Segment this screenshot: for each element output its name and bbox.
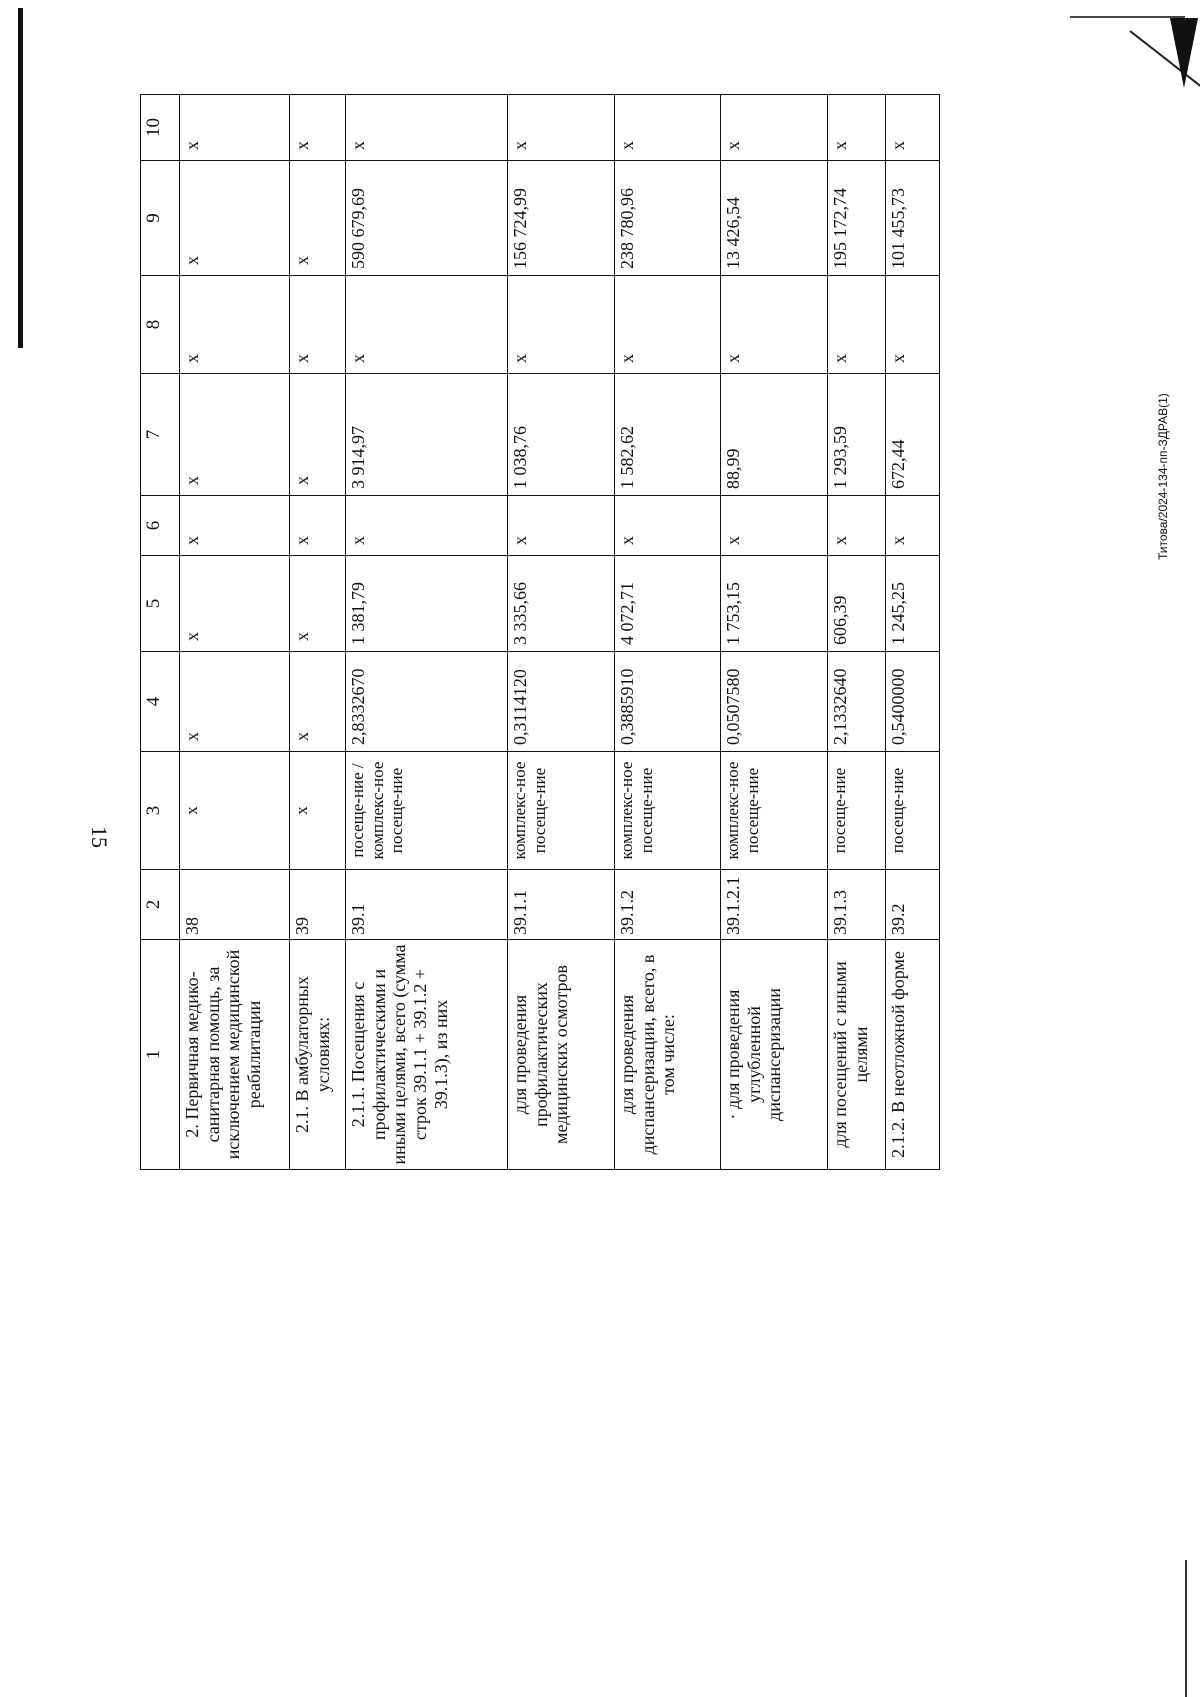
table-header-cell: 6 — [141, 496, 180, 556]
table-row — [615, 95, 721, 1170]
table-cell: x — [180, 556, 290, 652]
table-cell: 3 914,97 — [346, 374, 508, 496]
table-cell: x — [828, 276, 886, 374]
table-cell: 38 — [180, 870, 290, 940]
table-cell: x — [828, 95, 886, 161]
scan-margin-line-bottom — [1185, 1560, 1187, 1697]
table-cell: 13 426,54 — [721, 161, 828, 276]
table-cell: x — [886, 496, 940, 556]
table-header-cell: 9 — [141, 161, 180, 276]
table-cell: 1 245,25 — [886, 556, 940, 652]
table-cell: 195 172,74 — [828, 161, 886, 276]
table-cell: x — [721, 276, 828, 374]
table-cell: x — [180, 652, 290, 752]
table-cell: 0,3885910 — [615, 652, 721, 752]
table-cell: 0,5400000 — [886, 652, 940, 752]
table-cell: 39.2 — [886, 870, 940, 940]
table-header-cell: 8 — [141, 276, 180, 374]
table-cell: 2.1.2. В неотложной форме — [886, 940, 940, 1170]
table-cell: x — [290, 752, 346, 870]
scan-corner-mark — [1170, 18, 1198, 88]
financing-table — [140, 94, 940, 1170]
table-cell: x — [508, 496, 615, 556]
table-cell: x — [508, 95, 615, 161]
table-cell: 88,99 — [721, 374, 828, 496]
table-row — [508, 95, 615, 1170]
table-cell: x — [828, 496, 886, 556]
table-cell: x — [615, 496, 721, 556]
table-cell: x — [290, 161, 346, 276]
table-cell: x — [180, 374, 290, 496]
table-header-cell: 2 — [141, 870, 180, 940]
table-cell: x — [346, 95, 508, 161]
table-cell: x — [508, 276, 615, 374]
table-cell: x — [346, 496, 508, 556]
scan-corner-line-top — [1070, 16, 1185, 18]
document-stamp: Титова/2024-134-пп-ЗДРАВ(1) — [1156, 393, 1170, 560]
table-cell: x — [886, 95, 940, 161]
table-row — [828, 95, 886, 1170]
table-cell: 1 381,79 — [346, 556, 508, 652]
table-header-cell: 1 — [141, 940, 180, 1170]
table-cell: x — [346, 276, 508, 374]
table-cell: x — [180, 95, 290, 161]
table-cell: посеще-ние — [828, 752, 886, 870]
table-cell: x — [615, 95, 721, 161]
table-cell: 1 582,62 — [615, 374, 721, 496]
table-cell: · для проведения углубленной диспансеризации — [721, 940, 828, 1170]
table-cell: 590 679,69 — [346, 161, 508, 276]
table-cell: 1 293,59 — [828, 374, 886, 496]
table-cell: 39.1.1 — [508, 870, 615, 940]
table-cell: x — [290, 496, 346, 556]
table-cell: 606,39 — [828, 556, 886, 652]
table-cell: для посещений с иными целями — [828, 940, 886, 1170]
table-cell: x — [290, 276, 346, 374]
table-cell: 156 724,99 — [508, 161, 615, 276]
table-cell: посеще-ние / комплекс-ное посеще-ние — [346, 752, 508, 870]
table-cell: 2,1332640 — [828, 652, 886, 752]
scan-margin-line — [18, 8, 23, 348]
table-cell: x — [290, 556, 346, 652]
table-header-cell: 7 — [141, 374, 180, 496]
table-cell: 1 753,15 — [721, 556, 828, 652]
table-cell: для проведения профилактических медицинских осмотров — [508, 940, 615, 1170]
table-cell: 4 072,71 — [615, 556, 721, 652]
rotated-table-container — [140, 95, 1140, 1575]
table-cell: 238 780,96 — [615, 161, 721, 276]
table-cell: 39.1.2 — [615, 870, 721, 940]
table-cell: комплекс-ное посеще-ние — [508, 752, 615, 870]
table-cell: x — [180, 752, 290, 870]
table-cell: x — [290, 374, 346, 496]
table-row — [721, 95, 828, 1170]
table-header-cell: 5 — [141, 556, 180, 652]
table-cell: для проведения диспансеризации, всего, в том числе: — [615, 940, 721, 1170]
table-cell: 2.1. В амбулаторных условиях: — [290, 940, 346, 1170]
table-row — [346, 95, 508, 1170]
table-cell: x — [886, 276, 940, 374]
table-row — [290, 95, 346, 1170]
table-row — [886, 95, 940, 1170]
table-cell: 39.1 — [346, 870, 508, 940]
table-cell: 2. Первичная медико-санитарная помощь, за исключением медицинской реабилитации — [180, 940, 290, 1170]
table-cell: x — [290, 652, 346, 752]
table-cell: x — [615, 276, 721, 374]
page-number: 15 — [87, 826, 112, 848]
table-cell: 2.1.1. Посещения с профилактическими и иными целями, всего (сумма строк 39.1.1 + 39.1.2 + 39.1.3), из них — [346, 940, 508, 1170]
table-cell: 2,8332670 — [346, 652, 508, 752]
table-cell: 0,0507580 — [721, 652, 828, 752]
table-cell: 1 038,76 — [508, 374, 615, 496]
table-cell: x — [721, 496, 828, 556]
table-cell: 39.1.3 — [828, 870, 886, 940]
table-cell: 39 — [290, 870, 346, 940]
table-header-cell: 10 — [141, 95, 180, 161]
table-cell: x — [180, 161, 290, 276]
table-cell: 101 455,73 — [886, 161, 940, 276]
table-header-cell: 4 — [141, 652, 180, 752]
table-header-row — [141, 95, 180, 1170]
table-cell: 0,3114120 — [508, 652, 615, 752]
table-cell: 3 335,66 — [508, 556, 615, 652]
table-cell: посеще-ние — [886, 752, 940, 870]
table-cell: x — [721, 95, 828, 161]
table-cell: x — [180, 276, 290, 374]
table-cell: комплекс-ное посеще-ние — [721, 752, 828, 870]
table-cell: 672,44 — [886, 374, 940, 496]
table-cell: комплекс-ное посеще-ние — [615, 752, 721, 870]
table-cell: 39.1.2.1 — [721, 870, 828, 940]
table-cell: x — [290, 95, 346, 161]
table-cell: x — [180, 496, 290, 556]
table-header-cell: 3 — [141, 752, 180, 870]
table-row — [180, 95, 290, 1170]
